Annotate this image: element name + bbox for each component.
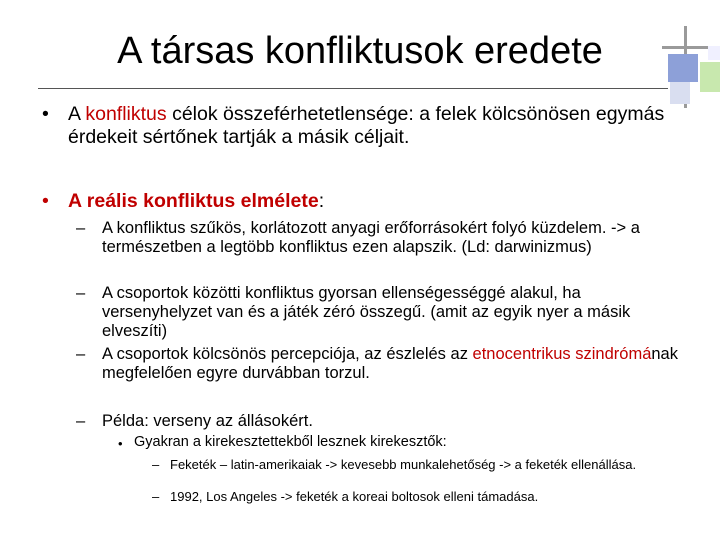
decorative-square — [670, 82, 690, 104]
slide-title: A társas konfliktusok eredete — [117, 30, 603, 72]
decorative-square — [708, 46, 720, 60]
dash-marker: – — [76, 412, 86, 430]
dash-marker: – — [76, 284, 86, 302]
bullet-conflict-definition — [68, 103, 668, 149]
dash-marker: – — [76, 219, 86, 237]
title-divider — [38, 88, 668, 89]
bullet-realistic-conflict-theory — [68, 190, 668, 213]
dash-marker: – — [152, 489, 160, 504]
detail-item-los-angeles: 1992, Los Angeles -> feketék a koreai boltosok elleni támadása. — [170, 489, 539, 504]
dash-marker: – — [152, 457, 160, 472]
sub-item-example: Példa: verseny az állásokért. — [102, 412, 313, 430]
colon: : — [318, 190, 325, 212]
text: A csoportok kölcsönös percepciója, az észlelés az — [102, 345, 473, 363]
text: nak megfelelően egyre durvábban torzul. — [102, 345, 678, 382]
sub-item-zero-sum: A csoportok közötti konfliktus gyorsan ellenségességgé alakul, ha versenyhelyzet van és a játék zéró összegű. (amit az egyik nyer a másik elveszíti) — [102, 284, 631, 340]
sub-item-perception — [102, 345, 682, 383]
decorative-square — [668, 54, 698, 82]
highlight-ethnocentric: etnocentrikus szindrómá — [472, 345, 652, 363]
bullet-marker: • — [42, 190, 49, 212]
heading: A reális konfliktus elmélete — [68, 190, 319, 212]
dash-marker: – — [76, 345, 86, 363]
bullet-marker: • — [42, 103, 49, 125]
sub-item-scarce-resources: A konfliktus szűkös, korlátozott anyagi erőforrásokért folyó küzdelem. -> a természetben a legtöbb konfliktus ezen alapszik. (Ld: darwinizmus) — [102, 219, 640, 256]
sub-sub-item-excluded: Gyakran a kirekesztettekből lesznek kirekesztők: — [134, 434, 447, 450]
bullet-marker: • — [118, 436, 123, 451]
detail-item-black-latino: Feketék – latin-amerikaiak -> kevesebb munkalehetőség -> a feketék ellenállása. — [170, 457, 637, 472]
decorative-square — [700, 62, 720, 92]
text: célok összeférhetetlensége: a felek kölcsönösen egymás érdekeit sértőnek tartják a másik céljait. — [68, 103, 665, 148]
text: A — [68, 103, 86, 125]
highlight-konfliktus: konfliktus — [85, 103, 167, 125]
